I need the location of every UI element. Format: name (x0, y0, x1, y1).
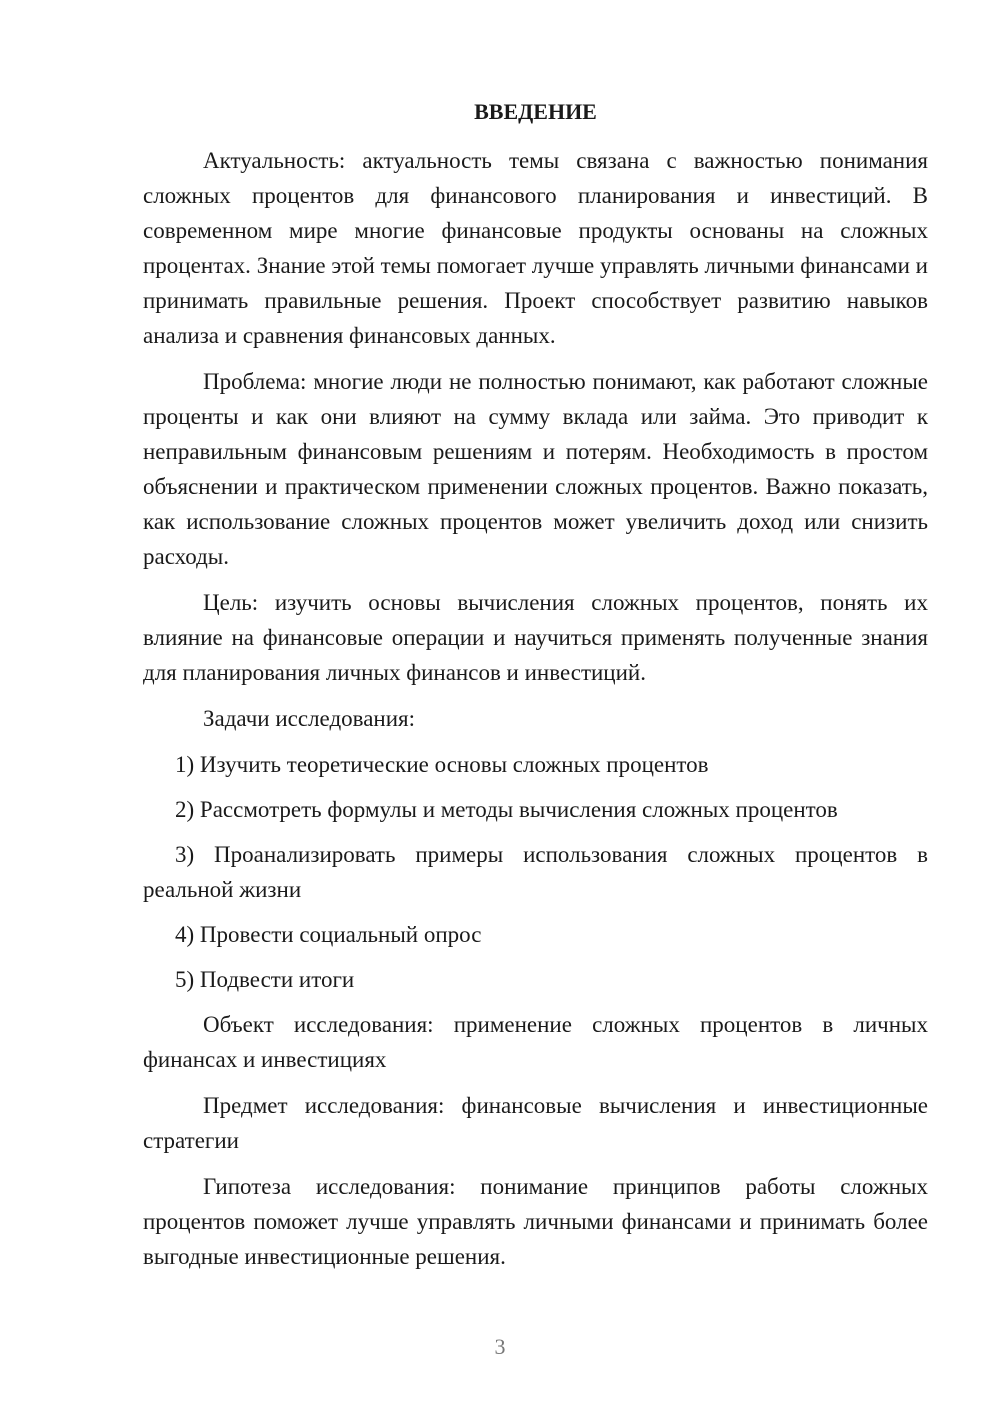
subject-paragraph: Предмет исследования: финансовые вычисления и инвестиционные стратегии (143, 1093, 928, 1153)
task-item: 2) Рассмотреть формулы и методы вычисления сложных процентов (175, 797, 838, 822)
page-title: ВВЕДЕНИЕ (474, 99, 597, 124)
object-paragraph: Объект исследования: применение сложных процентов в личных финансах и инвестициях (143, 1012, 928, 1072)
task-item: 3) Проанализировать примеры использования сложных процентов в реальной жизни (143, 842, 928, 902)
page-content (143, 94, 928, 1285)
tasks-heading: Задачи исследования: (203, 706, 416, 731)
goal-paragraph: Цель: изучить основы вычисления сложных процентов, понять их влияние на финансовые операции и научиться применять полученные знания для планирования личных финансов и инвестиций. (143, 590, 928, 685)
page-number: 3 (494, 1334, 506, 1359)
relevance-paragraph: Актуальность: актуальность темы связана с важностью понимания сложных процентов для финансового планирования и инвестиций. В современном мире многие финансовые продукты основаны на сложных процентах. Знание этой темы помогает лучше управлять личными финансами и принимать правильные решения. Проект способствует развитию навыков анализа и сравнения финансовых данных. (143, 148, 928, 348)
task-item: 4) Провести социальный опрос (175, 922, 482, 947)
task-item: 1) Изучить теоретические основы сложных процентов (175, 752, 709, 777)
problem-paragraph: Проблема: многие люди не полностью понимают, как работают сложные проценты и как они влияют на сумму вклада или займа. Это приводит к неправильным финансовым решениям и потерям. Необходимость в простом объяснении и практическом применении сложных процентов. Важно показать, как использование сложных процентов может увеличить доход или снизить расходы. (143, 369, 928, 569)
hypothesis-paragraph: Гипотеза исследования: понимание принципов работы сложных процентов поможет лучше управлять личными финансами и принимать более выгодные инвестиционные решения. (143, 1174, 928, 1269)
task-item: 5) Подвести итоги (175, 967, 355, 992)
